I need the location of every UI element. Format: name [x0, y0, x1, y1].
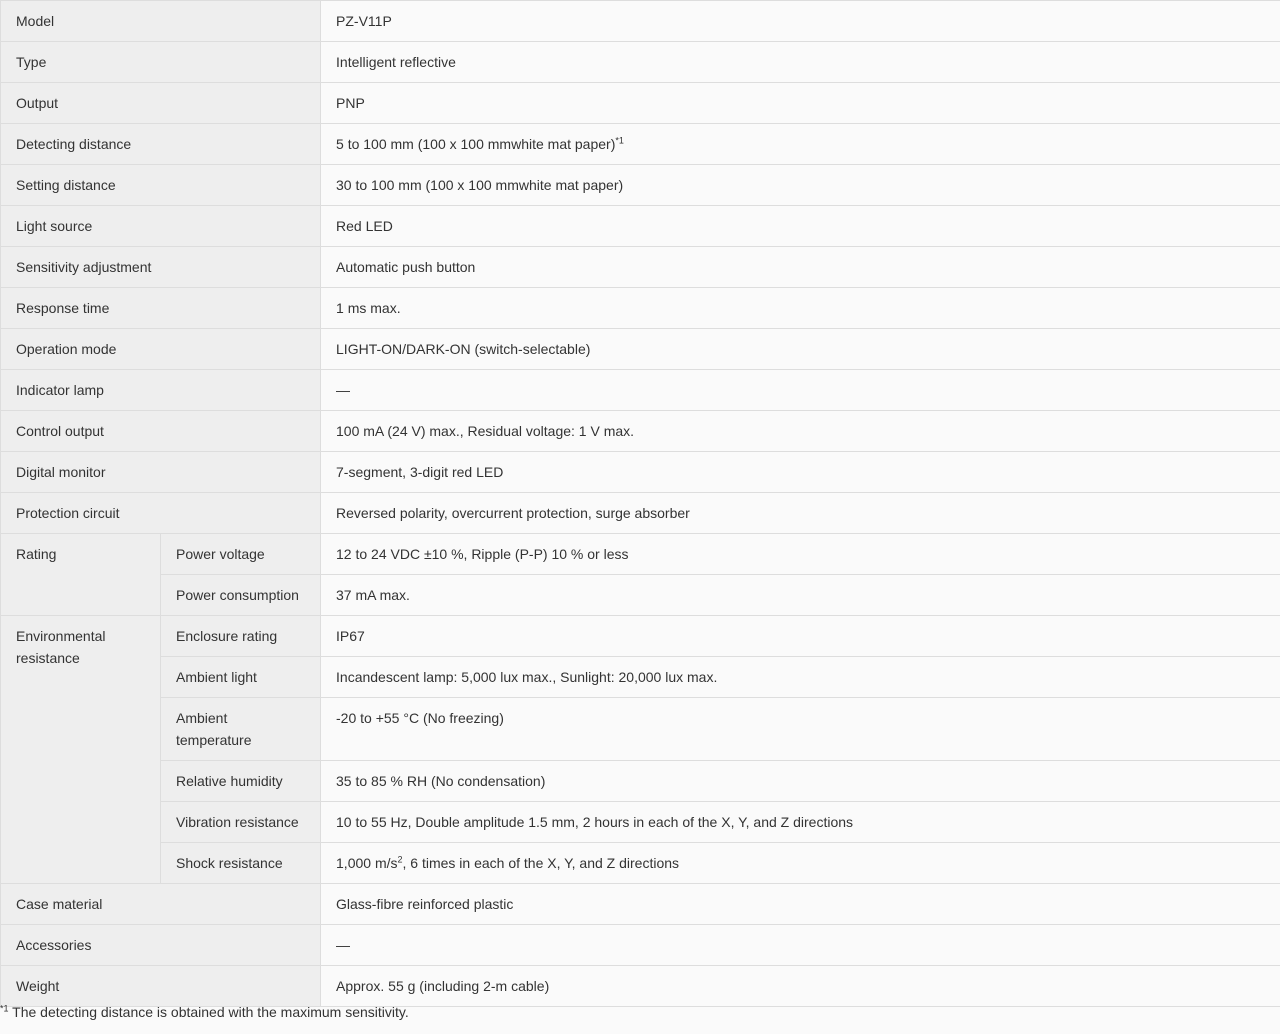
shock-resistance-prefix: 1,000 m/s	[336, 855, 398, 871]
row-value-detecting-distance	[321, 124, 1280, 165]
row-value-output: PNP	[321, 83, 1280, 124]
table-row	[1, 124, 1280, 165]
row-value-setting-distance: 30 to 100 mm (100 x 100 mmwhite mat paper)	[321, 165, 1280, 206]
table-row	[1, 616, 1280, 657]
row-value-shock-resistance	[321, 843, 1280, 884]
row-value-light-source: Red LED	[321, 206, 1280, 247]
table-row	[1, 925, 1280, 966]
shock-resistance-exponent: 2	[397, 854, 403, 865]
row-value-power-consumption: 37 mA max.	[321, 575, 1280, 616]
row-label-indicator-lamp: Indicator lamp	[1, 370, 321, 411]
row-label-response-time: Response time	[1, 288, 321, 329]
table-row	[1, 83, 1280, 124]
row-value-sensitivity-adjustment: Automatic push button	[321, 247, 1280, 288]
footnote-text: The detecting distance is obtained with the maximum sensitivity.	[8, 1004, 409, 1020]
table-row	[1, 802, 1280, 843]
row-label-operation-mode: Operation mode	[1, 329, 321, 370]
row-label-light-source: Light source	[1, 206, 321, 247]
table-row	[1, 698, 1280, 761]
table-row	[1, 493, 1280, 534]
footnote-marker-label: *1	[0, 1003, 9, 1014]
table-row	[1, 370, 1280, 411]
table-row	[1, 329, 1280, 370]
detecting-distance-text: 5 to 100 mm (100 x 100 mmwhite mat paper)	[336, 136, 616, 152]
table-row	[1, 42, 1280, 83]
row-label-sensitivity-adjustment: Sensitivity adjustment	[1, 247, 321, 288]
row-label-weight: Weight	[1, 966, 321, 1007]
row-value-control-output: 100 mA (24 V) max., Residual voltage: 1 V max.	[321, 411, 1280, 452]
row-sublabel-ambient-light: Ambient light	[161, 657, 321, 698]
footnote-marker: *1	[615, 135, 624, 146]
row-value-enclosure-rating: IP67	[321, 616, 1280, 657]
row-value-ambient-light: Incandescent lamp: 5,000 lux max., Sunlight: 20,000 lux max.	[321, 657, 1280, 698]
row-sublabel-relative-humidity: Relative humidity	[161, 761, 321, 802]
row-value-digital-monitor: 7-segment, 3-digit red LED	[321, 452, 1280, 493]
table-row	[1, 1, 1280, 42]
row-value-vibration-resistance: 10 to 55 Hz, Double amplitude 1.5 mm, 2 hours in each of the X, Y, and Z directions	[321, 802, 1280, 843]
row-sublabel-vibration-resistance: Vibration resistance	[161, 802, 321, 843]
row-sublabel-ambient-temperature: Ambient temperature	[161, 698, 321, 761]
row-value-indicator-lamp: —	[321, 370, 1280, 411]
row-sublabel-shock-resistance: Shock resistance	[161, 843, 321, 884]
table-row	[1, 247, 1280, 288]
table-row	[1, 657, 1280, 698]
row-value-protection-circuit: Reversed polarity, overcurrent protection, surge absorber	[321, 493, 1280, 534]
row-value-ambient-temperature: -20 to +55 °C (No freezing)	[321, 698, 1280, 761]
row-value-power-voltage: 12 to 24 VDC ±10 %, Ripple (P-P) 10 % or less	[321, 534, 1280, 575]
row-value-response-time: 1 ms max.	[321, 288, 1280, 329]
row-label-environmental-resistance: Environmental resistance	[1, 616, 161, 884]
table-row	[1, 452, 1280, 493]
row-label-type: Type	[1, 42, 321, 83]
table-row	[1, 575, 1280, 616]
row-label-setting-distance: Setting distance	[1, 165, 321, 206]
footnote	[0, 1001, 409, 1023]
table-row	[1, 884, 1280, 925]
table-row	[1, 411, 1280, 452]
row-sublabel-power-consumption: Power consumption	[161, 575, 321, 616]
row-sublabel-power-voltage: Power voltage	[161, 534, 321, 575]
row-value-type: Intelligent reflective	[321, 42, 1280, 83]
shock-resistance-suffix: , 6 times in each of the X, Y, and Z directions	[402, 855, 680, 871]
table-row	[1, 165, 1280, 206]
table-row	[1, 206, 1280, 247]
table-row	[1, 843, 1280, 884]
table-row	[1, 534, 1280, 575]
row-value-relative-humidity: 35 to 85 % RH (No condensation)	[321, 761, 1280, 802]
row-label-protection-circuit: Protection circuit	[1, 493, 321, 534]
row-label-model: Model	[1, 1, 321, 42]
table-row	[1, 761, 1280, 802]
row-value-accessories: —	[321, 925, 1280, 966]
row-label-case-material: Case material	[1, 884, 321, 925]
row-value-case-material: Glass-fibre reinforced plastic	[321, 884, 1280, 925]
row-label-detecting-distance: Detecting distance	[1, 124, 321, 165]
row-label-output: Output	[1, 83, 321, 124]
row-label-digital-monitor: Digital monitor	[1, 452, 321, 493]
row-label-accessories: Accessories	[1, 925, 321, 966]
table-row	[1, 288, 1280, 329]
row-sublabel-enclosure-rating: Enclosure rating	[161, 616, 321, 657]
row-value-operation-mode: LIGHT-ON/DARK-ON (switch-selectable)	[321, 329, 1280, 370]
row-value-weight: Approx. 55 g (including 2-m cable)	[321, 966, 1280, 1007]
row-label-rating: Rating	[1, 534, 161, 616]
row-value-model: PZ-V11P	[321, 1, 1280, 42]
row-label-control-output: Control output	[1, 411, 321, 452]
